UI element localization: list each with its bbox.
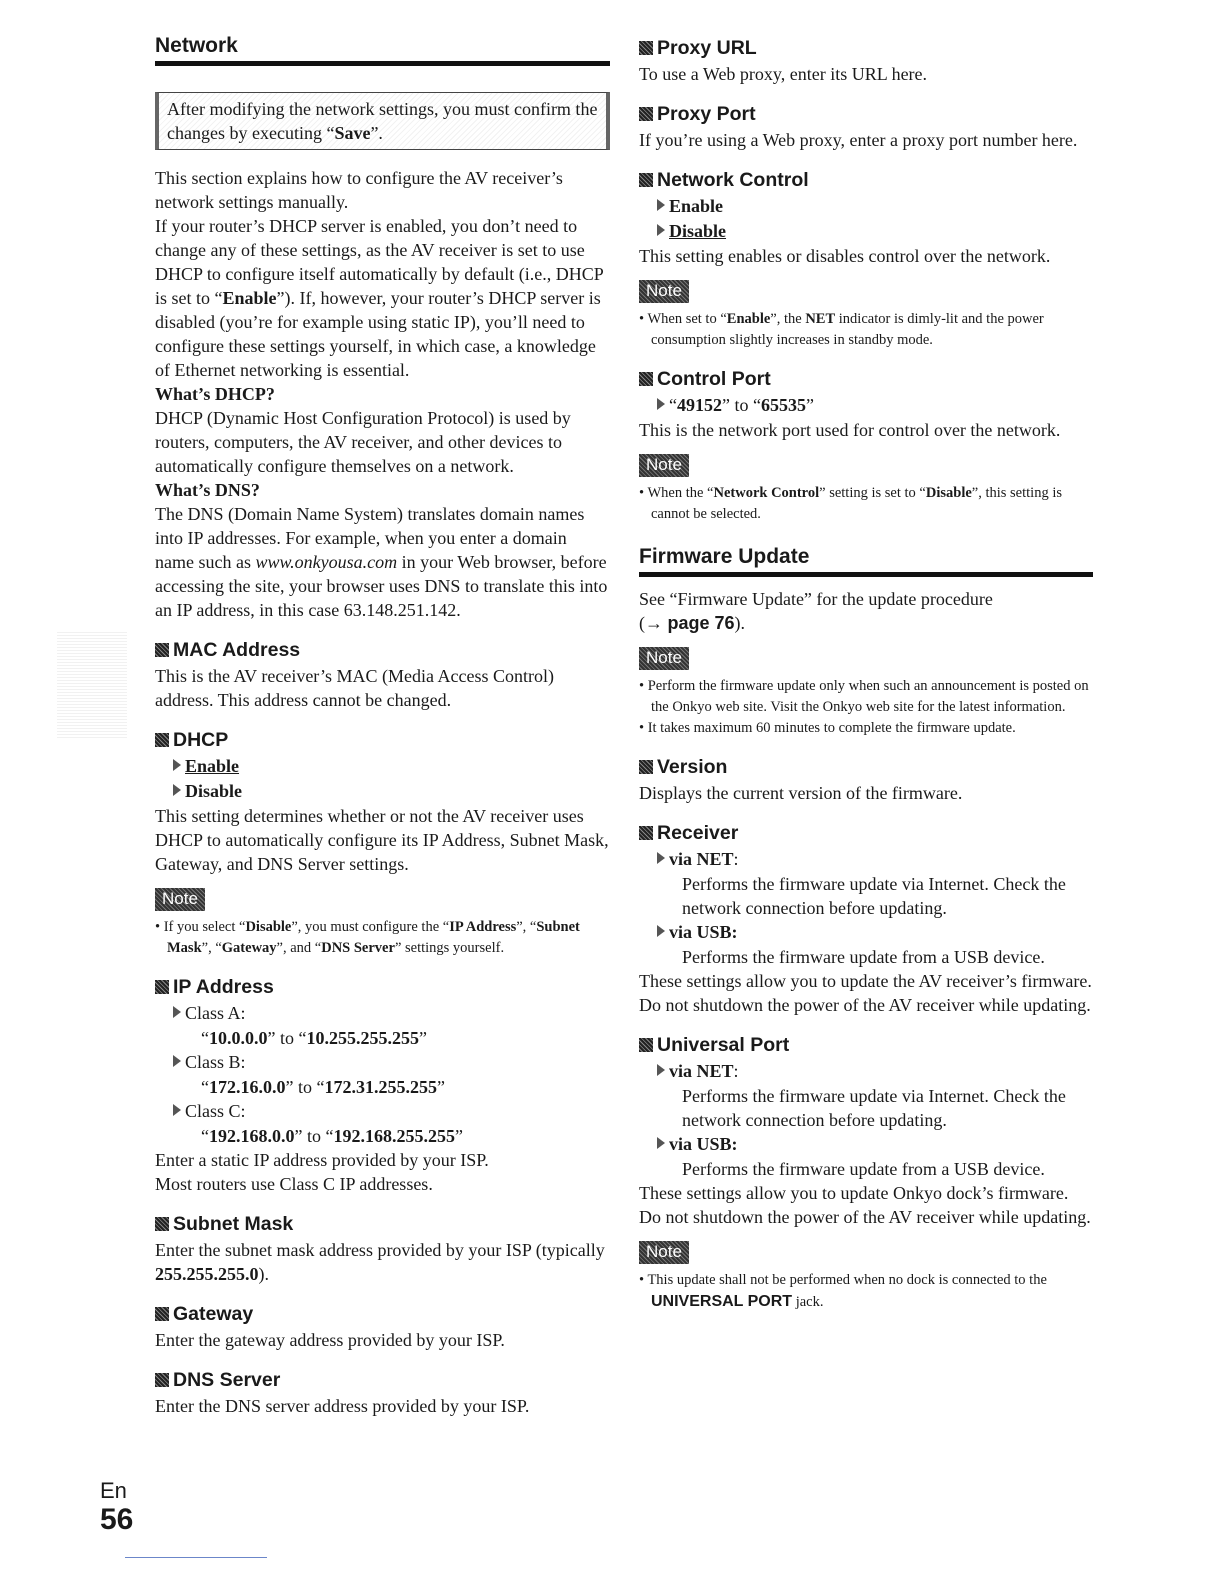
firmware-page-ref: (→ page 76). (639, 613, 746, 633)
firmware-note-1: • Perform the firmware update only when such an announcement is posted on the Onkyo web site. Visit the Onkyo web site for the latest information. (639, 678, 1089, 715)
network-control-note: • When set to “Enable”, the NET indicator is dimly-lit and the power consumption slightly increases in standby mode. (639, 311, 1044, 348)
triangle-bullet-icon (657, 398, 665, 410)
ip-text-1: Enter a static IP address provided by your ISP. (155, 1150, 489, 1170)
gateway-text: Enter the gateway address provided by your ISP. (155, 1330, 505, 1350)
section-heading-network: Network (155, 34, 610, 66)
square-bullet-icon (155, 643, 169, 657)
dns-question: What’s DNS? (155, 480, 260, 500)
receiver-via-usb: via USB: (657, 920, 1093, 945)
dns-answer: The DNS (Domain Name System) translates domain names into IP addresses. For example, when you enter a domain name such as www.onkyousa.com in your Web browser, before accessing the site, your browser uses DNS to translate this into an IP address, in this case 63.148.251.142. (155, 504, 608, 620)
heading-receiver: Receiver (639, 821, 1093, 845)
arrow-right-icon: → (645, 613, 663, 633)
dhcp-note: • If you select “Disable”, you must configure the “IP Address”, “Subnet Mask”, “Gateway”, and “DNS Server” settings yourself. (155, 919, 580, 956)
heading-dns-server: DNS Server (155, 1368, 610, 1392)
universal-text: These settings allow you to update Onkyo dock’s firmware. Do not shutdown the power of the AV receiver while updating. (639, 1183, 1091, 1227)
heading-network-control: Network Control (639, 168, 1093, 192)
triangle-bullet-icon (173, 1006, 181, 1018)
option-enable: Enable (173, 754, 610, 779)
triangle-bullet-icon (173, 1055, 181, 1067)
ip-class-a: Class A: (173, 1001, 610, 1026)
square-bullet-icon (155, 980, 169, 994)
square-bullet-icon (639, 107, 653, 121)
heading-proxy-port: Proxy Port (639, 102, 1093, 126)
heading-control-port: Control Port (639, 367, 1093, 391)
ip-class-b: Class B: (173, 1050, 610, 1075)
subnet-text: Enter the subnet mask address provided by your ISP (typically 255.255.255.0). (155, 1240, 605, 1284)
ip-class-c-range: “192.168.0.0” to “192.168.255.255” (201, 1126, 464, 1146)
heading-version: Version (639, 755, 1093, 779)
note-badge: Note (639, 280, 689, 303)
dhcp-question: What’s DHCP? (155, 384, 275, 404)
heading-dhcp: DHCP (155, 728, 610, 752)
control-port-note: • When the “Network Control” setting is set to “Disable”, this setting is cannot be selected. (639, 485, 1063, 522)
scan-artifact (57, 630, 127, 740)
square-bullet-icon (639, 41, 653, 55)
square-bullet-icon (155, 1373, 169, 1387)
triangle-bullet-icon (173, 1104, 181, 1116)
square-bullet-icon (155, 733, 169, 747)
right-column (639, 24, 1093, 1313)
receiver-via-usb-text: Performs the firmware update from a USB device. (682, 947, 1045, 967)
version-text: Displays the current version of the firmware. (639, 783, 963, 803)
triangle-bullet-icon (657, 852, 665, 864)
triangle-bullet-icon (173, 759, 181, 771)
square-bullet-icon (639, 372, 653, 386)
proxy-url-text: To use a Web proxy, enter its URL here. (639, 64, 928, 84)
control-port-range: “49152” to “65535” (657, 393, 1093, 418)
dhcp-answer: DHCP (Dynamic Host Configuration Protocol) is used by routers, computers, the AV receiver, and other devices to automatically configure themselves on a network. (155, 408, 571, 476)
dns-server-text: Enter the DNS server address provided by your ISP. (155, 1396, 530, 1416)
square-bullet-icon (639, 826, 653, 840)
proxy-port-text: If you’re using a Web proxy, enter a proxy port number here. (639, 130, 1078, 150)
heading-ip-address: IP Address (155, 975, 610, 999)
note-badge: Note (639, 1241, 689, 1264)
option-disable: Disable (657, 219, 1093, 244)
square-bullet-icon (155, 1217, 169, 1231)
heading-gateway: Gateway (155, 1302, 610, 1326)
universal-via-net: via NET: (657, 1059, 1093, 1084)
language-code: En (100, 1478, 127, 1503)
receiver-text: These settings allow you to update the AV receiver’s firmware. Do not shutdown the power of the AV receiver while updating. (639, 971, 1092, 1015)
intro-paragraph: This section explains how to configure the AV receiver’s network settings manually. (155, 168, 563, 212)
page-number-block (100, 1478, 133, 1536)
triangle-bullet-icon (657, 224, 665, 236)
square-bullet-icon (639, 173, 653, 187)
heading-subnet-mask: Subnet Mask (155, 1212, 610, 1236)
ip-class-a-range: “10.0.0.0” to “10.255.255.255” (201, 1028, 428, 1048)
section-heading-firmware-update: Firmware Update (639, 545, 1093, 577)
save-callout: After modifying the network settings, you must confirm the changes by executing “Save”. (155, 92, 610, 150)
receiver-via-net-text: Performs the firmware update via Internet. Check the network connection before updating. (682, 874, 1066, 918)
triangle-bullet-icon (657, 1064, 665, 1076)
heading-proxy-url: Proxy URL (639, 36, 1093, 60)
note-badge: Note (639, 454, 689, 477)
onkyo-url: www.onkyousa.com (255, 552, 398, 572)
triangle-bullet-icon (657, 1137, 665, 1149)
control-port-text: This is the network port used for control over the network. (639, 420, 1061, 440)
note-badge: Note (639, 647, 689, 670)
intro-paragraph-2: If your router’s DHCP server is enabled, you don’t need to change any of these settings, as the AV receiver is set to use DHCP to configure itself automatically by default (i.e., DHCP is set to “Enable”). If, however, your router’s DHCP server is disabled (you’re for example using static IP), you’ll need to configure these settings yourself, in which case, a knowledge of Ethernet networking is essential. (155, 216, 604, 380)
square-bullet-icon (639, 1038, 653, 1052)
firmware-note-2: • It takes maximum 60 minutes to complete the firmware update. (639, 720, 1016, 736)
universal-note: • This update shall not be performed when no dock is connected to the UNIVERSAL PORT jack. (639, 1272, 1047, 1310)
ip-text-2: Most routers use Class C IP addresses. (155, 1174, 433, 1194)
triangle-bullet-icon (173, 784, 181, 796)
ip-class-b-range: “172.16.0.0” to “172.31.255.255” (201, 1077, 446, 1097)
receiver-via-net: via NET: (657, 847, 1093, 872)
option-disable: Disable (173, 779, 610, 804)
mac-text: This is the AV receiver’s MAC (Media Access Control) address. This address cannot be changed. (155, 666, 554, 710)
note-badge: Note (155, 888, 205, 911)
heading-mac-address: MAC Address (155, 638, 610, 662)
universal-via-net-text: Performs the firmware update via Internet. Check the network connection before updating. (682, 1086, 1066, 1130)
ip-class-c: Class C: (173, 1099, 610, 1124)
universal-via-usb-text: Performs the firmware update from a USB device. (682, 1159, 1045, 1179)
left-column (155, 34, 610, 1418)
universal-via-usb: via USB: (657, 1132, 1093, 1157)
option-enable: Enable (657, 194, 1093, 219)
square-bullet-icon (155, 1307, 169, 1321)
page-number: 56 (100, 1503, 134, 1536)
triangle-bullet-icon (657, 199, 665, 211)
triangle-bullet-icon (657, 925, 665, 937)
dhcp-text: This setting determines whether or not the AV receiver uses DHCP to automatically configure its IP Address, Subnet Mask, Gateway, and DNS Server settings. (155, 806, 609, 874)
network-control-text: This setting enables or disables control over the network. (639, 246, 1051, 266)
heading-universal-port: Universal Port (639, 1033, 1093, 1057)
square-bullet-icon (639, 760, 653, 774)
firmware-text: See “Firmware Update” for the update procedure (639, 589, 993, 609)
footer-rule (125, 1557, 267, 1558)
